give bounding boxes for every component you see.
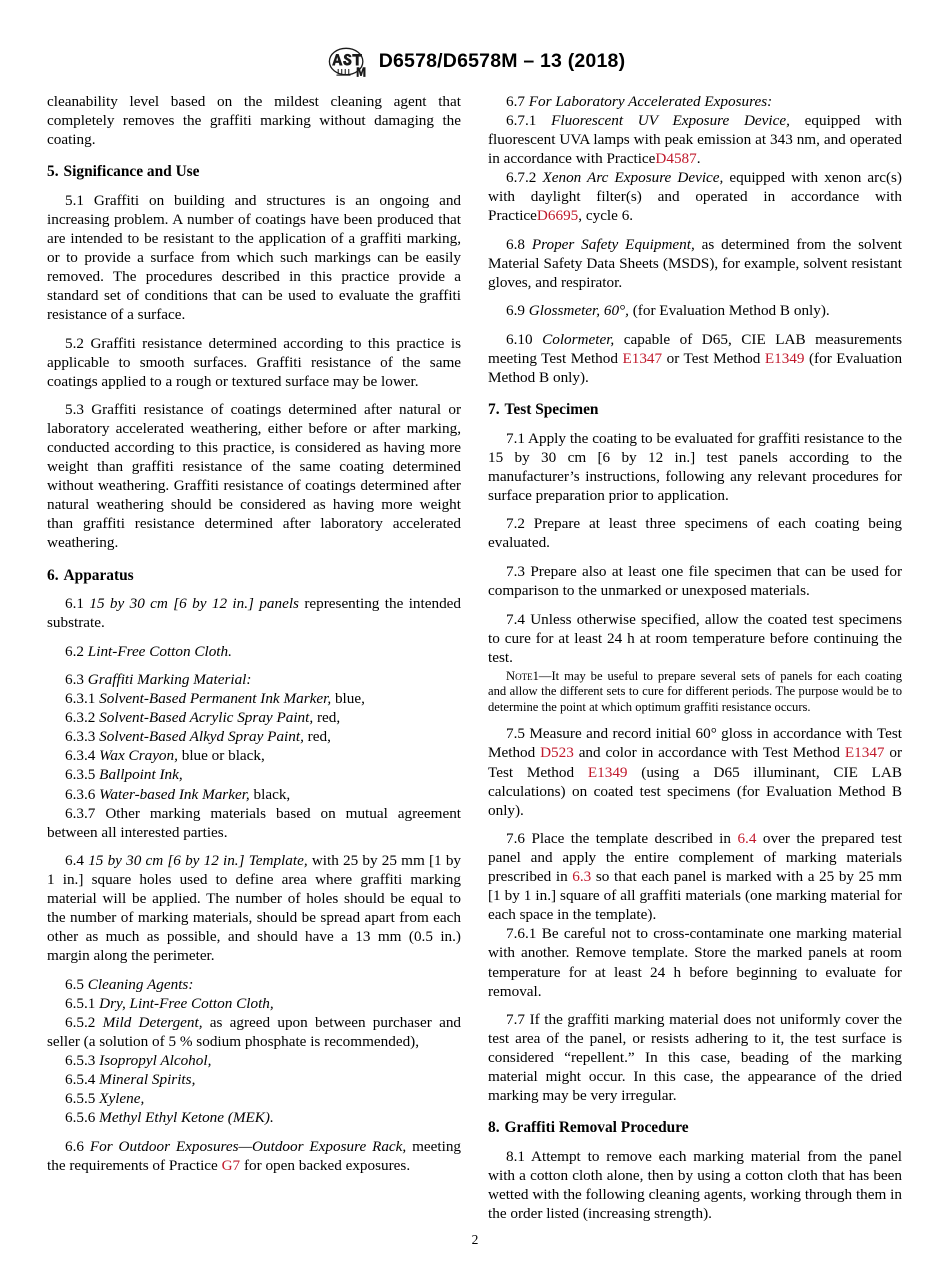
paragraph-6-5-2 [47,1013,461,1051]
para-text-6-1: representing the intended substrate. [47,595,462,632]
para-number-6-4: 6.4 [65,852,84,870]
section-heading-5 [47,162,461,181]
link-e1349-a[interactable]: E1349 [764,350,805,368]
section-7-title: Test Specimen [504,401,599,419]
paragraph-6-10 [488,330,902,387]
para-number-6-3-5: 6.3.5 [65,766,96,784]
note-number: 1— [532,668,552,683]
section-8-title: Graffiti Removal Procedure [504,1119,689,1137]
para-number-6-7: 6.7 [506,93,525,110]
page-number: 2 [471,1232,479,1247]
para-number-7-3: 7.3 [506,562,525,580]
para-term-6-3-5: Ballpoint Ink, [99,766,183,784]
para-text-7-3: Prepare also at least one file specimen that can be used for comparison to the unmarked or unexposed materials. [488,562,902,600]
para-text-6-6-post: for open backed exposures. [243,1156,411,1174]
note-1 [488,669,902,715]
left-column [47,92,461,1192]
paragraph-8-1 [488,1147,902,1223]
link-e1347-b[interactable]: E1347 [844,744,885,762]
para-term-6-5-6: Methyl Ethyl Ketone (MEK). [99,1109,274,1127]
para-number-6-2: 6.2 [65,642,84,660]
para-text-6-3-3: red, [307,728,331,746]
para-term-6-3: Graffiti Marking Material: [87,671,252,689]
para-number-6-5-6: 6.5.6 [65,1109,96,1127]
para-number-8-1: 8.1 [506,1147,525,1165]
para-text-5-3: Graffiti resistance of coatings determined after natural or laboratory accelerated weathering, either before or after marking, conducted according to this practice, is considered as having more weight than graffiti resistance of the same coating determined without weathering. Graffiti resistance of coatings determined after natural weathering should be considered as having more weight than graffiti resistance determined after laboratory accelerated weathering. [47,401,462,552]
paragraph-6-7-2 [488,168,902,225]
para-number-6-1: 6.1 [65,595,84,613]
para-text-7-6-post: so that each panel is marked with a 25 by 25 mm [1 by 1 in.] square of all graffiti materials (one marking material for each space in the template). [488,868,903,924]
paragraph-6-3 [47,670,461,689]
paragraph-6-3-6 [47,785,461,804]
para-text-6-10-pre: capable of D65, CIE LAB measurements meeting Test Method [488,331,902,368]
para-number-7-6: 7.6 [506,830,525,848]
section-6-title: Apparatus [63,566,134,584]
para-term-6-5-3: Isopropyl Alcohol, [99,1052,212,1070]
para-number-7-6-1: 7.6.1 [506,925,537,943]
para-number-6-5-3: 6.5.3 [65,1052,96,1070]
paragraph-6-7 [488,92,902,111]
note-text: It may be useful to prepare several sets of panels for each coating and allow the different sets to cure for different periods. The purpose would be to determine the point at which optimum graffiti resistance occurs. [488,668,902,714]
para-text-6-9: (for Evaluation Method B only). [632,302,830,320]
para-text-7-5-mid2: or Test Method [488,744,903,781]
para-text-6-3-7: Other marking materials based on mutual agreement between all interested parties. [47,804,462,841]
para-term-6-6: For Outdoor Exposures—Outdoor Exposure Rack, [89,1137,407,1155]
paragraph-6-5-1 [47,994,461,1013]
right-column [488,92,903,1223]
para-term-6-10: Colormeter, [542,331,615,349]
paragraph-6-4 [47,851,461,965]
paragraph-6-5 [47,975,461,994]
paragraph-7-1 [488,429,902,505]
link-d523[interactable]: D523 [540,744,574,762]
para-term-6-3-6: Water-based Ink Marker, [99,785,250,803]
para-number-6-5-2: 6.5.2 [65,1014,96,1032]
para-number-6-5-4: 6.5.4 [65,1071,96,1089]
para-text-7-6-1: Be careful not to cross-contaminate one marking material with another. Remove template. Store the marked panels at room temperature for at least 24 h before beginning to evaluate for removal. [488,925,902,1000]
para-text-6-7-1-post: . [696,150,701,168]
section-heading-8 [488,1118,902,1137]
para-text-6-5-2: as agreed upon between purchaser and seller (a solution of 5 % sodium phosphate is recommended), [47,1014,462,1051]
section-5-number: 5. [47,163,59,181]
para-text-6-3-2: red, [316,709,341,727]
para-text-6-7-2-post: , cycle 6. [578,207,634,225]
paragraph-7-4 [488,610,902,667]
para-number-6-3-6: 6.3.6 [65,785,96,803]
para-number-6-3-1: 6.3.1 [65,690,96,708]
paragraph-5-2 [47,334,461,391]
para-text-5-1: Graffiti on building and structures is an ongoing and increasing problem. A number of coatings have been produced that are intended to be resistant to the application of a graffiti marking, or to provide a surface from which such markings can be easily removed. The procedures described in this practice provide a standard set of conditions that can be used to evaluate the graffiti resistance of a surface. [47,191,462,323]
para-number-5-2: 5.2 [65,334,84,352]
two-column-body [47,92,903,1223]
paragraph-5-1 [47,191,461,324]
section-5-title: Significance and Use [63,163,200,181]
para-text-6-3-6: black, [253,785,291,803]
para-number-6-9: 6.9 [506,302,525,320]
para-text-7-5-pre: Measure and record initial 60° gloss in accordance with Test Method [488,725,902,762]
para-text-7-6-mid: over the prepared test panel and apply the entire complement of marking materials prescribed in [488,830,902,886]
note-label: Note [506,668,533,683]
para-text-6-3-1: blue, [334,690,365,708]
paragraph-7-2 [488,514,902,552]
para-text-6-8: as determined from the solvent Material Safety Data Sheets (MSDS), for example, solvent resistant gloves, and respirator. [488,235,903,291]
link-e1347-a[interactable]: E1347 [622,350,663,368]
para-number-6-8: 6.8 [506,235,525,253]
para-text-6-10-post: (for Evaluation Method B only). [488,350,903,387]
paragraph-6-1 [47,594,461,632]
paragraph-6-7-1 [488,111,902,168]
paragraph-7-6 [488,829,902,924]
para-text-7-1: Apply the coating to be evaluated for graffiti resistance to the 15 by 30 cm [6 by 12 in.] test panels according to the manufacturer’s instructions, following any relevant procedures for surface preparation prior to application. [488,429,902,504]
para-term-6-3-1: Solvent-Based Permanent Ink Marker, [99,690,332,708]
section-heading-6 [47,566,461,585]
para-text-7-5-mid1: and color in accordance with Test Method [578,744,841,762]
paragraph-7-6-1 [488,924,902,1000]
para-number-6-3-2: 6.3.2 [65,709,96,727]
para-term-6-5-5: Xylene, [99,1090,145,1108]
paragraph-6-3-7 [47,804,461,842]
paragraph-6-8 [488,235,902,292]
para-text-6-10-mid: or Test Method [666,350,761,368]
para-number-6-6: 6.6 [65,1137,84,1155]
para-number-7-7: 7.7 [506,1011,525,1029]
para-number-7-5: 7.5 [506,725,525,743]
section-heading-7 [488,400,902,419]
paragraph-6-5-4 [47,1070,461,1089]
paragraph-6-3-4 [47,746,461,765]
para-text-7-2: Prepare at least three specimens of each coating being evaluated. [488,515,902,552]
para-number-6-10: 6.10 [506,331,533,349]
section-7-number: 7. [488,401,500,419]
para-number-6-5-5: 6.5.5 [65,1090,96,1108]
para-text-5-2: Graffiti resistance determined according to this practice is applicable to smooth surfaces. Graffiti resistance of the same coatings applied to a rough or textured surface may be lower. [47,334,461,390]
standard-designation: D6578/D6578M – 13 (2018) [378,50,626,72]
para-number-6-3-3: 6.3.3 [65,728,96,746]
para-term-6-7-2: Xenon Arc Exposure Device, [542,169,724,187]
para-term-6-3-2: Solvent-Based Acrylic Spray Paint, [99,709,314,727]
link-d6695[interactable]: D6695 [536,207,579,225]
paragraph-7-5 [488,724,902,819]
para-text-6-7-2-pre: equipped with xenon arc(s) with daylight filter(s) and operated in accordance with Practice [488,169,902,225]
paragraph-6-3-2 [47,708,461,727]
page-footer [0,1232,950,1248]
para-text-7-6-pre: Place the template described in [531,830,731,848]
para-number-7-2: 7.2 [506,515,525,533]
para-term-6-2: Lint-Free Cotton Cloth. [87,642,232,660]
para-term-6-7-1: Fluorescent UV Exposure Device, [551,112,790,130]
para-term-6-5-2: Mild Detergent, [102,1014,203,1032]
link-g7[interactable]: G7 [221,1156,241,1174]
para-number-6-3: 6.3 [65,671,84,689]
page-header [0,46,950,77]
paragraph-6-5-6 [47,1108,461,1127]
para-number-6-3-7: 6.3.7 [65,804,96,822]
para-text-6-3-4: blue or black, [181,747,265,765]
para-number-6-5-1: 6.5.1 [65,994,96,1012]
para-term-6-5-1: Dry, Lint-Free Cotton Cloth, [99,994,274,1012]
para-number-6-7-2: 6.7.2 [506,169,537,187]
para-term-6-7: For Laboratory Accelerated Exposures: [528,93,773,110]
section-8-number: 8. [488,1119,500,1137]
para-number-6-7-1: 6.7.1 [506,112,537,130]
link-ref-6-3[interactable]: 6.3 [572,868,592,886]
para-term-6-5: Cleaning Agents: [87,975,194,993]
para-text-6-7-1-pre: equipped with fluorescent UVA lamps with peak emission at 343 nm, and operated in accordance with Practice [488,112,903,168]
para-number-7-1: 7.1 [506,429,525,447]
paragraph-6-2 [47,642,461,661]
para-text-6-4: with 25 by 25 mm [1 by 1 in.] square holes used to define area where graffiti marking material will be applied. The number of holes should be equal to the number of marking materials, should be spread apart from each other as much as possible, and should have a 13 mm (0.5 in.) margin along the perimeter. [47,852,462,965]
para-number-6-3-4: 6.3.4 [65,747,96,765]
paragraph-5-3 [47,400,461,552]
para-text-6-6-pre: meeting the requirements of Practice [47,1137,462,1174]
paragraph-7-7 [488,1010,902,1105]
link-ref-6-4[interactable]: 6.4 [737,830,757,848]
para-term-6-8: Proper Safety Equipment, [531,235,695,253]
para-term-6-5-4: Mineral Spirits, [99,1071,196,1089]
para-term-6-3-4: Wax Crayon, [99,747,178,765]
paragraph-continued: cleanability level based on the mildest cleaning agent that completely removes the graffiti marking without damaging the coating. [47,93,461,149]
para-term-6-3-3: Solvent-Based Alkyd Spray Paint, [99,728,304,746]
para-text-7-4: Unless otherwise specified, allow the coated test specimens to cure for at least 24 h at room temperature before continuing the test. [488,610,902,666]
para-term-6-1: 15 by 30 cm [6 by 12 in.] panels [89,595,299,613]
para-term-6-4: 15 by 30 cm [6 by 12 in.] Template, [88,852,308,870]
para-text-7-7: If the graffiti marking material does not uniformly cover the test area of the panel, or resists adhering to it, the test surface is considered “repellent.” In this case, beading of the marking material might occur. In this case, the appearance of the dried marking may be very irregular. [488,1011,903,1105]
paragraph-6-5-3 [47,1051,461,1070]
link-e1349-b[interactable]: E1349 [587,763,628,781]
section-6-number: 6. [47,566,59,584]
paragraph-7-3 [488,562,902,600]
para-text-8-1: Attempt to remove each marking material from the panel with a cotton cloth alone, then by using a cotton cloth that has been wetted with the following cleaning agents, working through them in the order listed (increasing strength). [488,1147,902,1223]
paragraph-6-9 [488,301,902,320]
para-number-5-1: 5.1 [65,191,84,209]
paragraph-6-5-5 [47,1089,461,1108]
para-text-7-5-post: (using a D65 illuminant, CIE LAB calculations) on coated test specimens (for Evaluation Method B only). [488,763,903,819]
para-number-6-5: 6.5 [65,975,84,993]
paragraph-6-3-1 [47,689,461,708]
link-d4587[interactable]: D4587 [655,150,697,168]
para-number-7-4: 7.4 [506,610,525,628]
paragraph-6-6 [47,1137,461,1175]
astm-logo-icon [325,46,369,77]
paragraph-6-3-3 [47,727,461,746]
paragraph-6-3-5 [47,765,461,784]
para-number-5-3: 5.3 [65,401,84,419]
para-term-6-9: Glossmeter, 60°, [528,302,629,320]
